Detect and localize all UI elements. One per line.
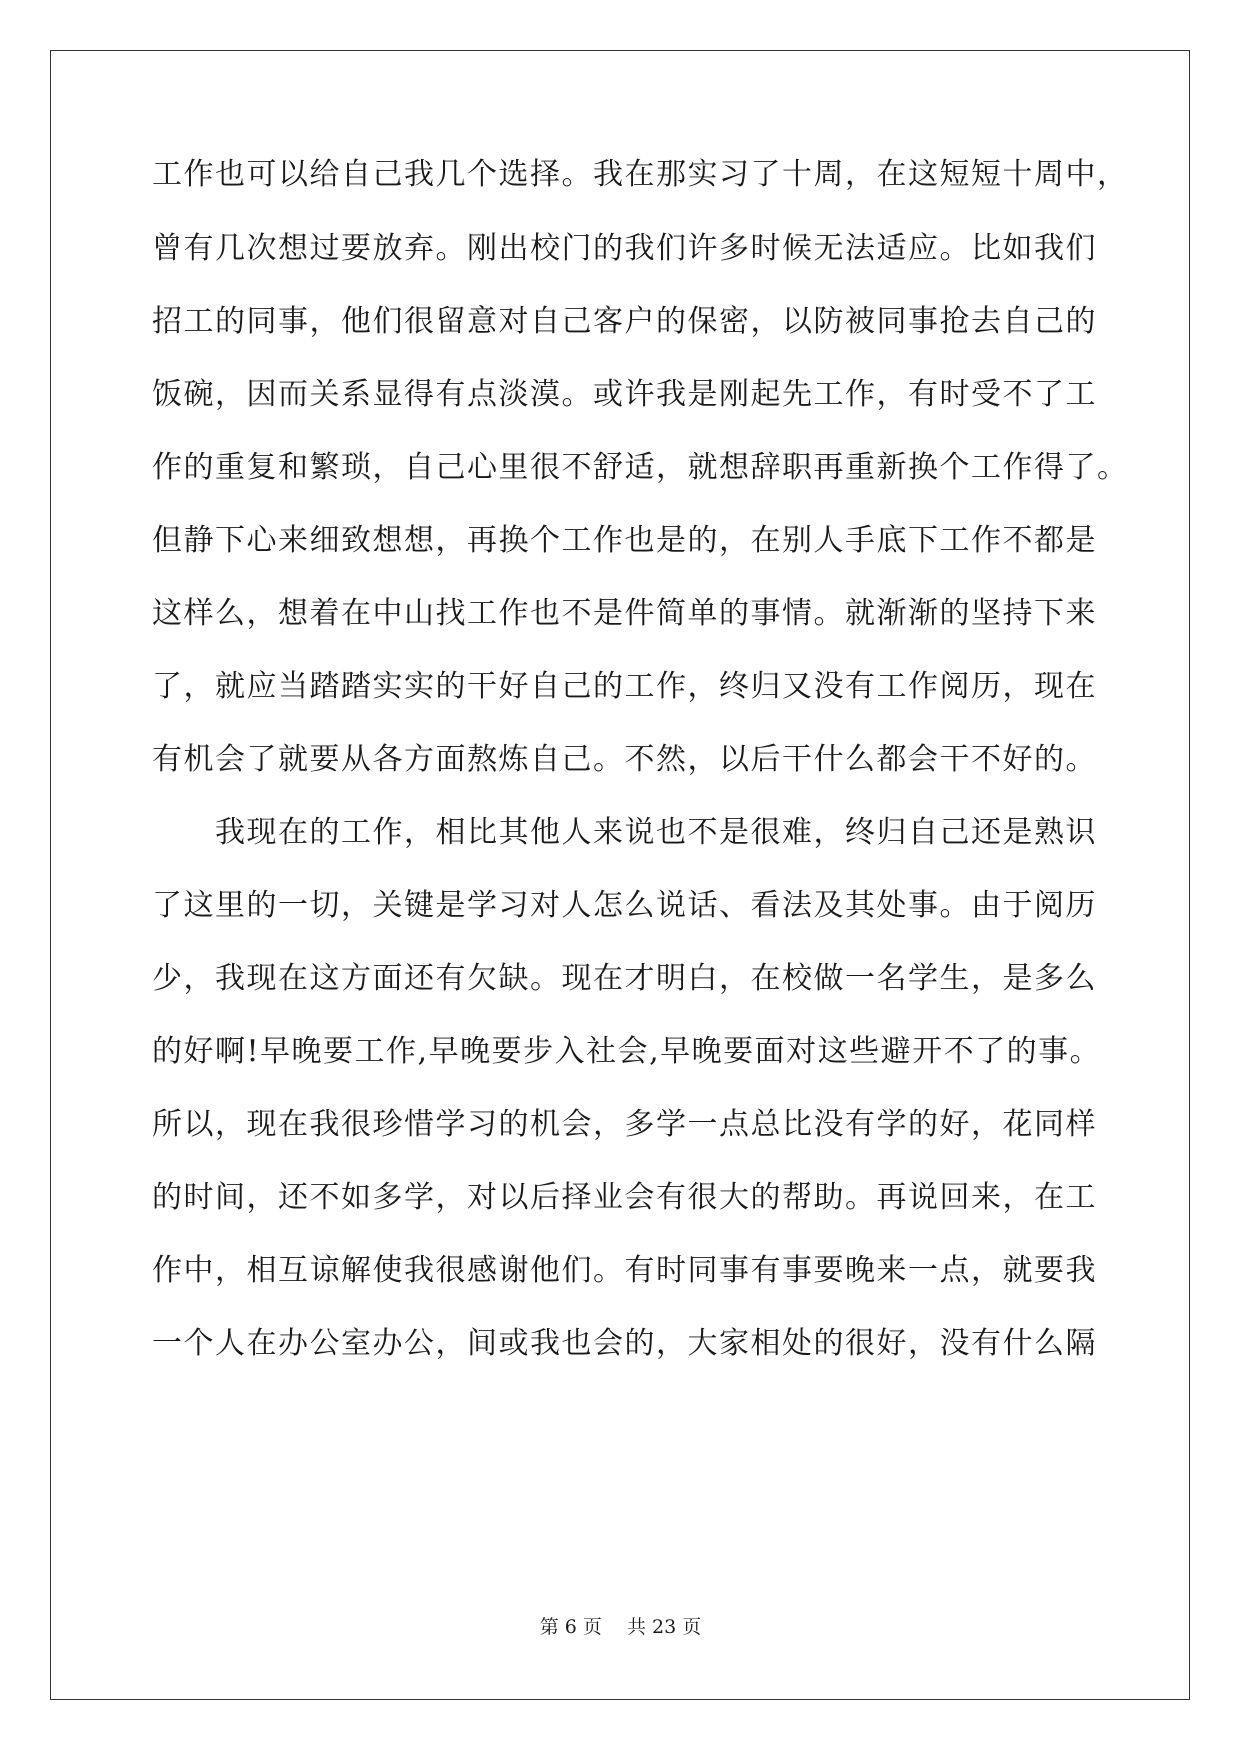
text-line: 有机会了就要从各方面熬炼自己。不然，以后干什么都会干不好的。	[152, 742, 1097, 777]
page-border	[50, 50, 1190, 1700]
text-line: 一个人在办公室办公，间或我也会的，大家相处的很好，没有什么隔	[152, 1326, 1097, 1361]
text-line: 但静下心来细致想想，再换个工作也是的，在别人手底下工作不都是	[152, 523, 1097, 558]
text-line: 的时间，还不如多学，对以后择业会有很大的帮助。再说回来，在工	[152, 1180, 1097, 1215]
paragraph-first-line: 我现在的工作，相比其他人来说也不是很难，终归自己还是熟识	[152, 815, 1097, 850]
text-line: 饭碗，因而关系显得有点淡漠。或许我是刚起先工作，有时受不了工	[152, 377, 1097, 412]
text-line: 所以，现在我很珍惜学习的机会，多学一点总比没有学的好，花同样	[152, 1107, 1097, 1142]
text-line: 曾有几次想过要放弃。刚出校门的我们许多时候无法适应。比如我们	[152, 231, 1097, 266]
text-line: 了，就应当踏踏实实的干好自己的工作，终归又没有工作阅历，现在	[152, 669, 1097, 704]
text-line: 作中，相互谅解使我很感谢他们。有时同事有事要晚来一点，就要我	[152, 1253, 1097, 1288]
text-line: 招工的同事，他们很留意对自己客户的保密，以防被同事抢去自己的	[152, 304, 1097, 339]
text-line: 作的重复和繁琐，自己心里很不舒适，就想辞职再重新换个工作得了。	[152, 450, 1129, 485]
text-line: 少，我现在这方面还有欠缺。现在才明白，在校做一名学生，是多么	[152, 961, 1097, 996]
page-number-footer: 第 6 页 共 23 页	[539, 1616, 702, 1638]
text-line: 工作也可以给自己我几个选择。我在那实习了十周，在这短短十周中，	[152, 157, 1129, 192]
text-line: 了这里的一切，关键是学习对人怎么说话、看法及其处事。由于阅历	[152, 888, 1097, 923]
text-line: 这样么，想着在中山找工作也不是件简单的事情。就渐渐的坚持下来	[152, 596, 1097, 631]
text-line: 的好啊!早晚要工作,早晚要步入社会,早晚要面对这些避开不了的事。	[152, 1034, 1102, 1069]
